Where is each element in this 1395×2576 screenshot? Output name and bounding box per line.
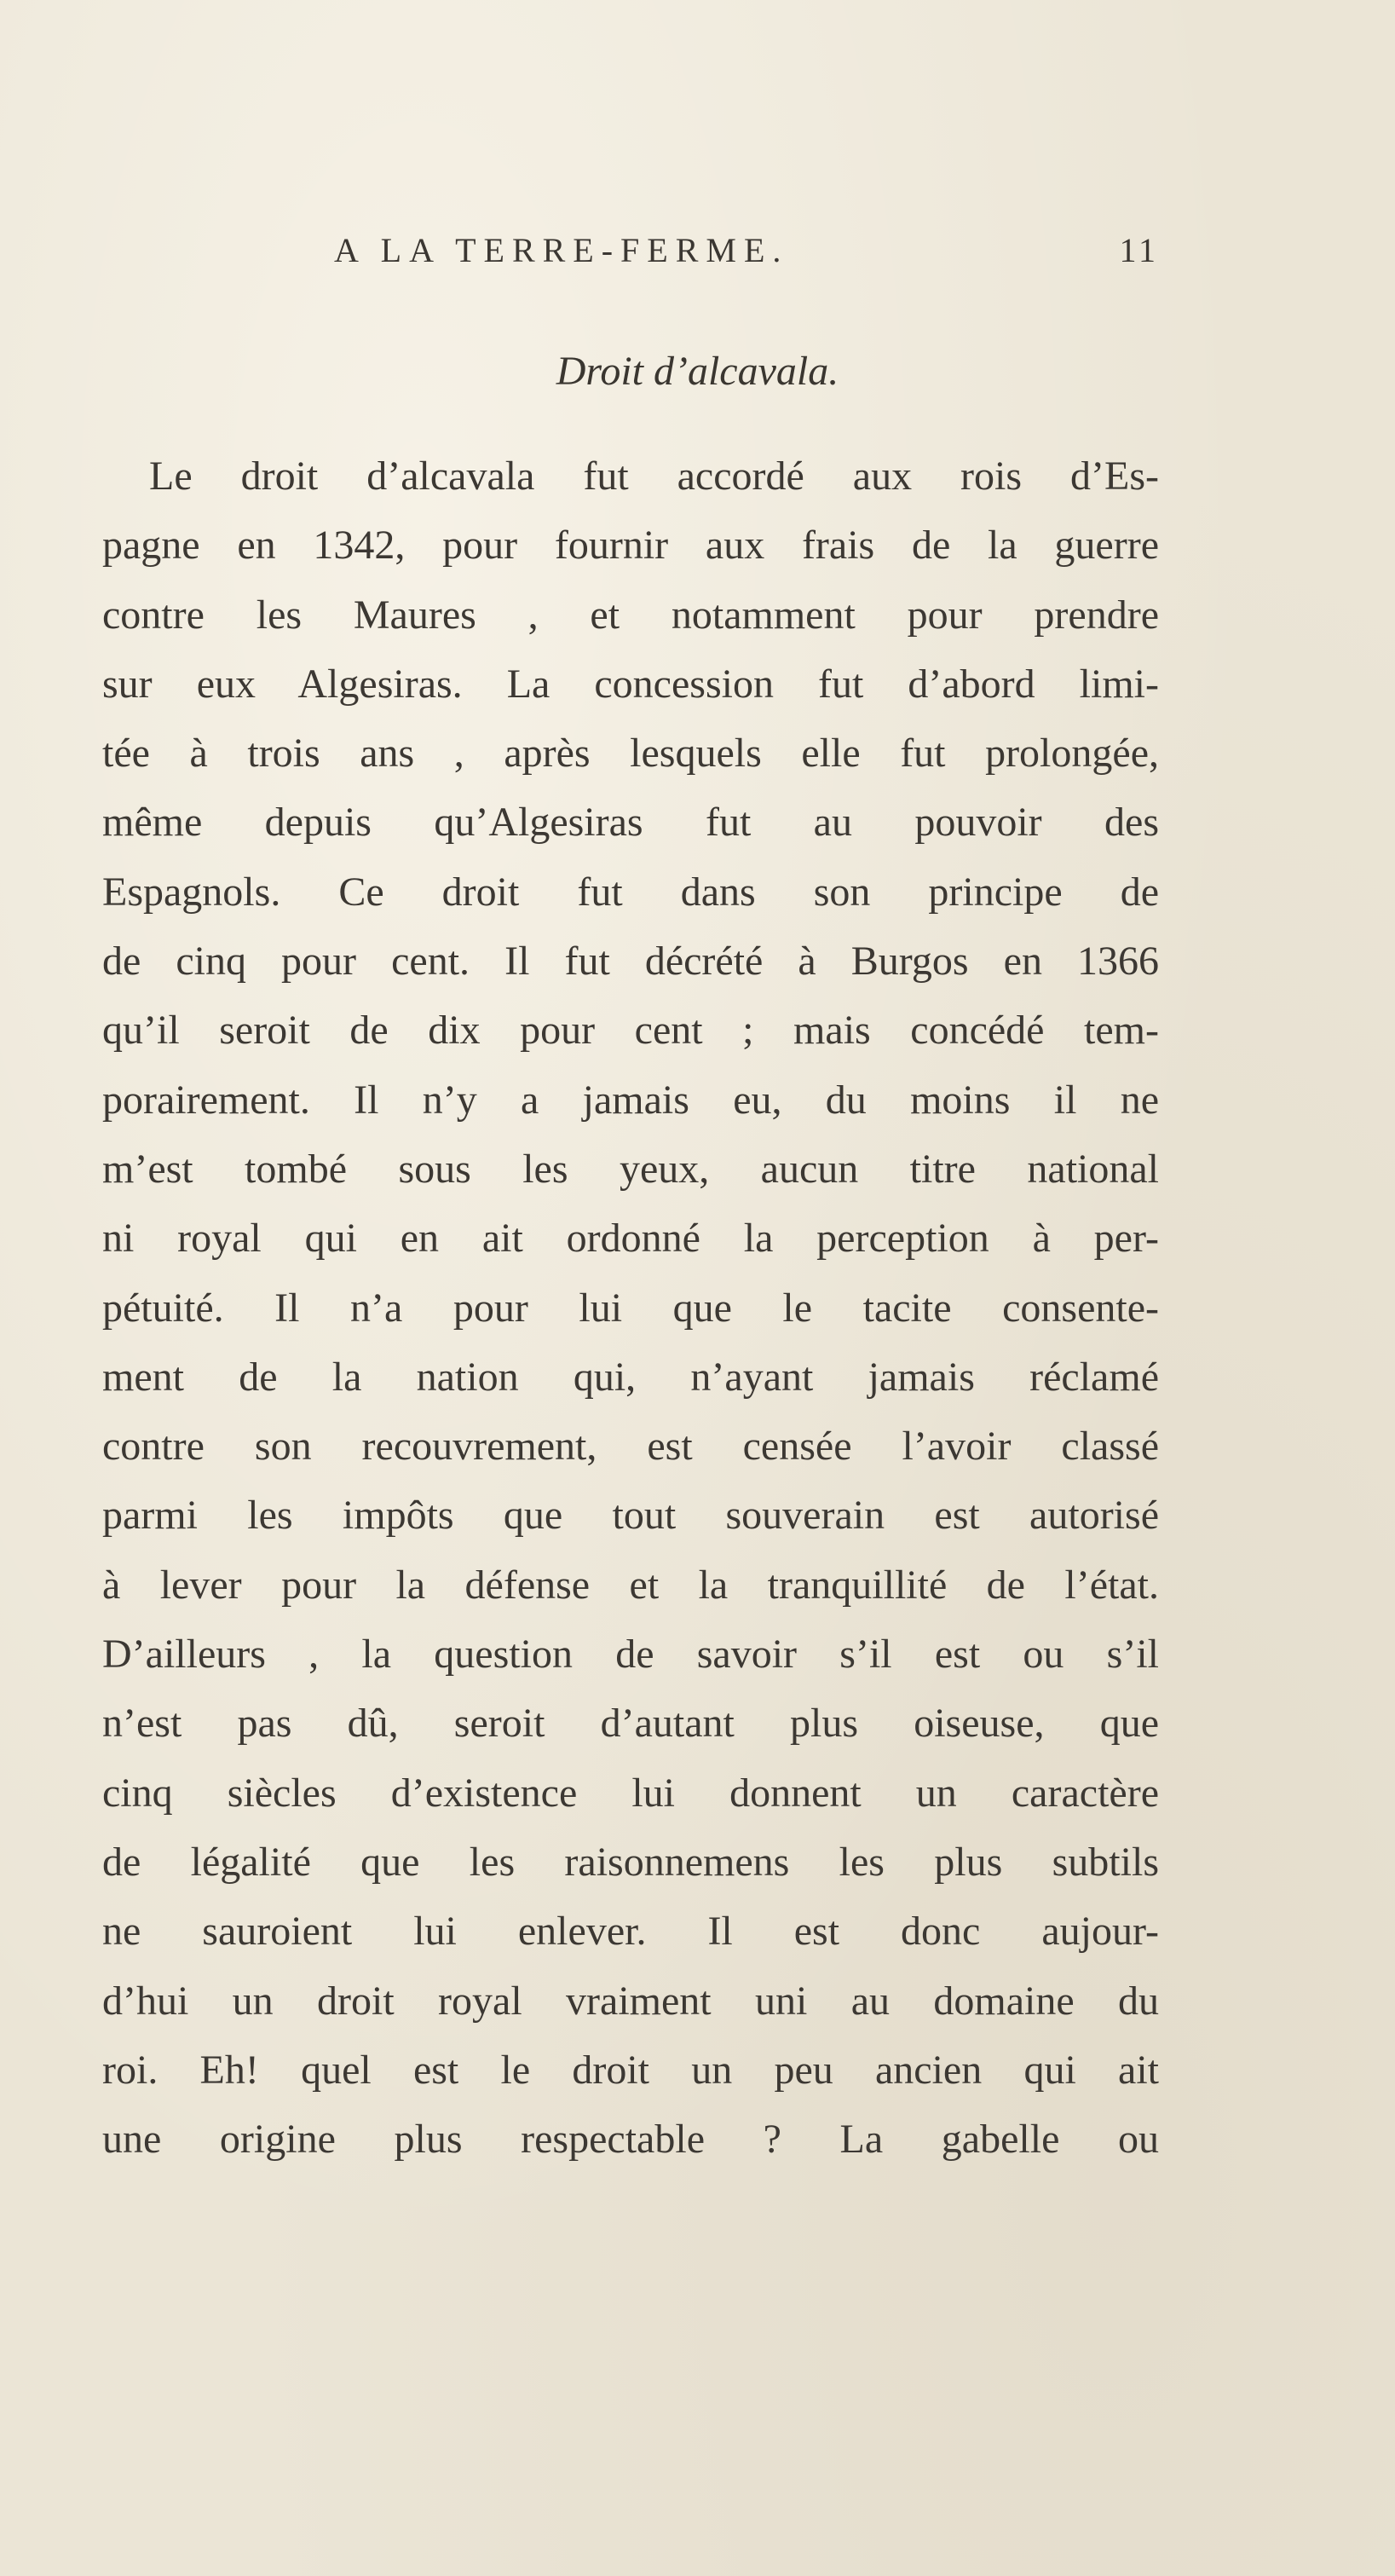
text-line: cinq siècles d’existence lui donnent un caractère — [102, 1770, 1159, 1816]
page-number: 11 — [1119, 231, 1159, 269]
text-line: roi. Eh! quel est le droit un peu ancien qui ait — [102, 2047, 1159, 2093]
text-line: pétuité. Il n’a pour lui que le tacite consente- — [102, 1285, 1159, 1331]
text-line: contre les Maures , et notamment pour prendre — [102, 592, 1159, 638]
text-line: sur eux Algesiras. La concession fut d’abord limi- — [102, 661, 1159, 707]
text-line: Le droit d’alcavala fut accordé aux rois d’Es- — [149, 453, 1159, 499]
text-line: tée à trois ans , après lesquels elle fut prolongée, — [102, 731, 1159, 777]
text-line: contre son recouvrement, est censée l’avoir classé — [102, 1424, 1159, 1470]
text-line: de cinq pour cent. Il fut décrété à Burgos en 1366 — [102, 939, 1159, 985]
running-title: A LA TERRE-FERME. — [334, 231, 789, 269]
text-line: à lever pour la défense et la tranquillité de l’état. — [102, 1562, 1159, 1608]
text-line: D’ailleurs , la question de savoir s’il est ou s’il — [102, 1632, 1159, 1678]
text-line: ne sauroient lui enlever. Il est donc aujour- — [102, 1909, 1159, 1955]
text-line: n’est pas dû, seroit d’autant plus oiseuse, que — [102, 1701, 1159, 1747]
text-line: porairement. Il n’y a jamais eu, du moins il ne — [102, 1077, 1159, 1123]
body-text — [102, 442, 1159, 2174]
text-line: ni royal qui en ait ordonné la perception à per- — [102, 1216, 1159, 1262]
text-line: qu’il seroit de dix pour cent ; mais concédé tem- — [102, 1008, 1159, 1054]
text-line: parmi les impôts que tout souverain est autorisé — [102, 1493, 1159, 1539]
section-heading: Droit d’alcavala. — [556, 349, 839, 394]
text-line: ment de la nation qui, n’ayant jamais réclamé — [102, 1354, 1159, 1400]
running-head — [102, 230, 1159, 281]
text-line: pagne en 1342, pour fournir aux frais de la guerre — [102, 523, 1159, 569]
text-line: même depuis qu’Algesiras fut au pouvoir des — [102, 800, 1159, 846]
text-line: une origine plus respectable ? La gabelle ou — [102, 2117, 1159, 2163]
text-line: Espagnols. Ce droit fut dans son principe de — [102, 869, 1159, 915]
text-line: m’est tombé sous les yeux, aucun titre national — [102, 1146, 1159, 1192]
text-line: d’hui un droit royal vraiment uni au domaine du — [102, 1978, 1159, 2024]
text-line: de légalité que les raisonnemens les plus subtils — [102, 1839, 1159, 1885]
